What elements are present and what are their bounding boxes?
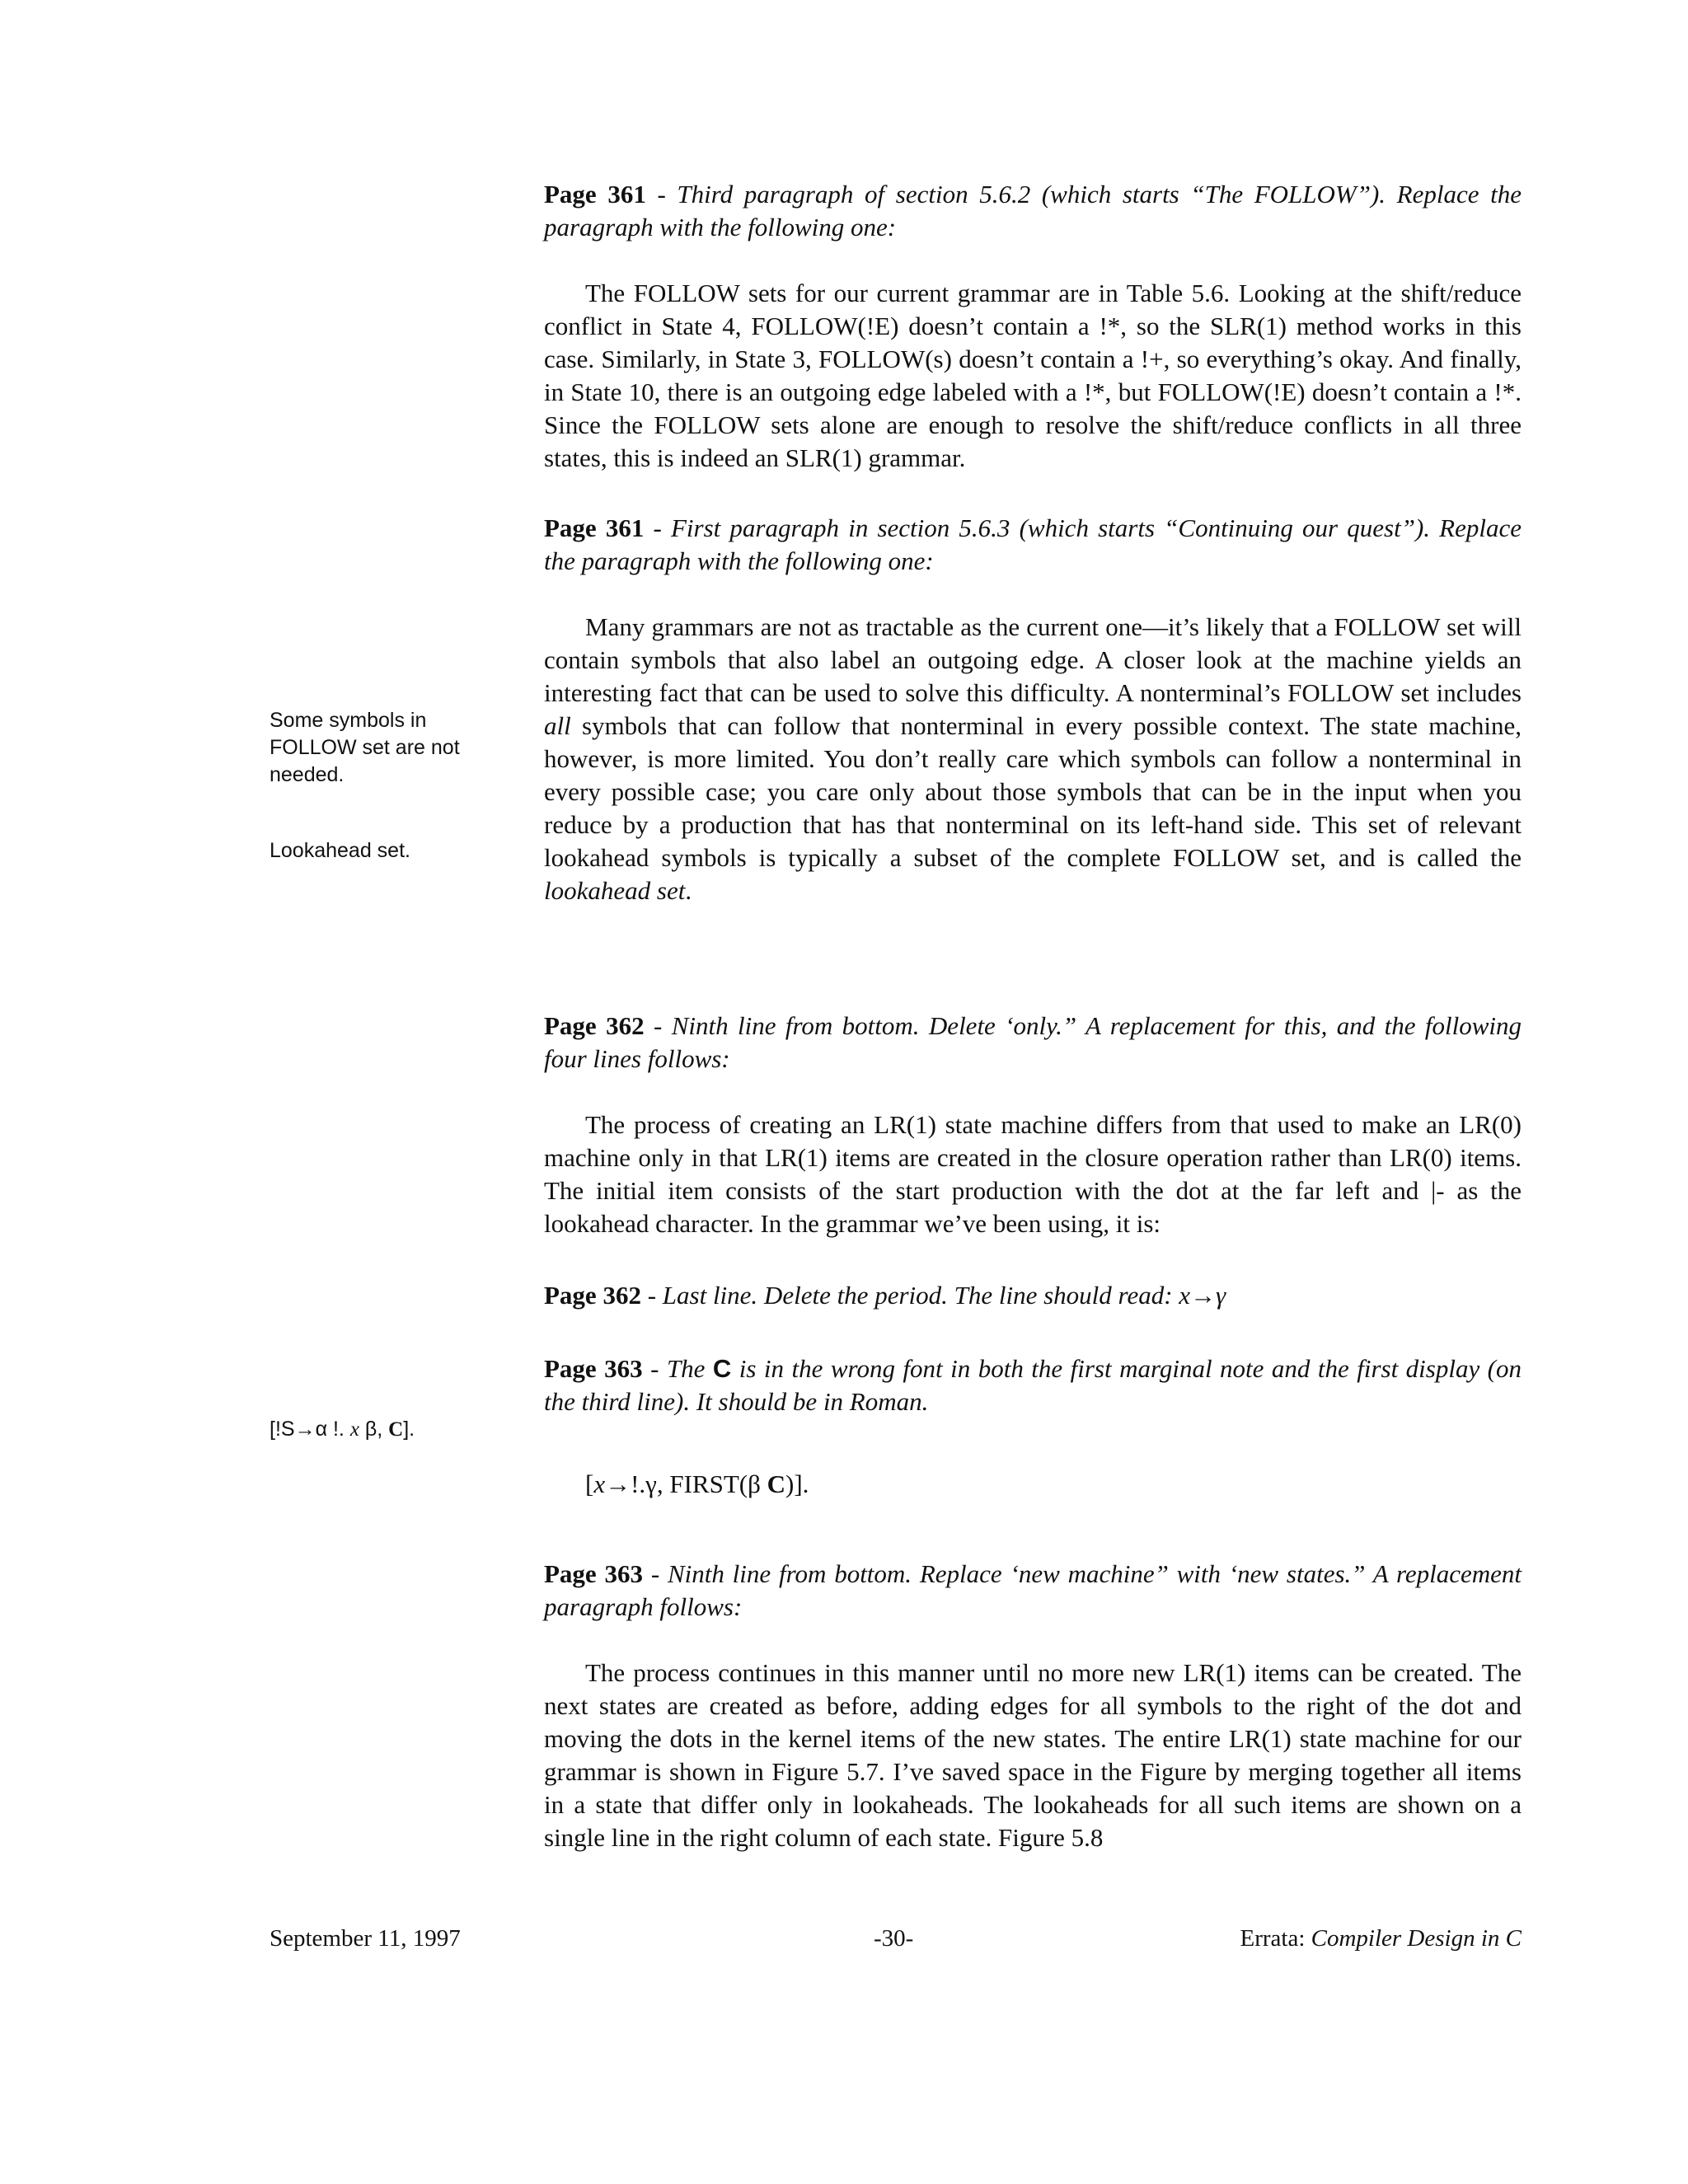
paragraph-process-continues: The process continues in this manner until no more new LR(1) items can be created. The next states are created as before, adding edges for all symbols to the right of the dot and moving the dots in the kernel items of the new states. The entire LR(1) state machine for our grammar is shown in Figure 5.7. I’ve saved space in the Figure by merging together all items in a state that differ only in lookaheads. The lookaheads for all such items are shown on a single line in the right column of each state. Figure 5.8: [544, 1658, 1522, 1852]
instruction: Ninth line from bottom. Replace ‘new machine” with ‘new states.” A replacement paragraph follows:: [544, 1559, 1522, 1621]
margin-note-item-display: [270, 1416, 488, 1443]
instruction: First paragraph in section 5.6.3 (which starts “Continuing our quest”). Replace the paragraph with the following one:: [544, 513, 1522, 575]
instruction: [544, 1354, 1522, 1416]
text-run: )].: [785, 1469, 809, 1498]
symbol-c: C: [712, 1354, 732, 1383]
separator: -: [642, 1354, 667, 1383]
text-run: symbols that can follow that nonterminal in every possible context. The state machine, however, is more limited. You don’t really care which symbols can follow a nonterminal in every possible case; you care only about those symbols that can be in the input when you reduce by a production that has that nonterminal on its left-hand side. This set of relevant lookahead symbols is typically a subset of the complete FOLLOW set, and is called the: [544, 711, 1522, 872]
page-reference: Page 362: [544, 1011, 645, 1040]
instruction: Ninth line from bottom. Delete ‘only.” A replacement for this, and the following four lines follows:: [544, 1011, 1522, 1073]
symbol-c: C: [767, 1469, 786, 1498]
text-run: →!.γ, FIRST(β: [605, 1469, 767, 1498]
text-run: Errata:: [1240, 1925, 1311, 1952]
text-run: .: [685, 876, 692, 905]
paragraph-lr1-process: The process of creating an LR(1) state machine differs from that used to make an LR(0) machine only in that LR(1) items are created in the closure operation rather than LR(0) items. The initial item consists of the start production with the dot at the far left and |- as the lookahead character. In the grammar we’ve been using, it is:: [544, 1110, 1522, 1238]
emphasis-all: all: [544, 711, 571, 740]
separator: -: [644, 1011, 672, 1040]
symbol-x: x: [349, 1418, 359, 1441]
margin-note-follow-not-needed: Some symbols in FOLLOW set are not needed.: [270, 709, 460, 786]
term-lookahead-set: lookahead set: [544, 876, 686, 905]
page-reference: Page 363: [544, 1354, 643, 1383]
page-reference: Page 362: [544, 1281, 641, 1310]
book-title: Compiler Design in C: [1311, 1925, 1522, 1952]
text-run: ].: [403, 1418, 415, 1441]
footer-page-number: -30-: [874, 1925, 914, 1952]
footer-date: September 11, 1997: [270, 1925, 461, 1952]
errata-entry-1: [544, 178, 1522, 244]
paragraph-follow-sets: The FOLLOW sets for our current grammar are in Table 5.6. Looking at the shift/reduce conflict in State 4, FOLLOW(!E) doesn’t contain a !*, so the SLR(1) method works in this case. Similarly, in State 3, FOLLOW(s) doesn’t contain a !+, so everything’s okay. And finally, in State 10, there is an outgoing edge labeled with a !*, but FOLLOW(!E) doesn’t contain a !*. Since the FOLLOW sets alone are enough to resolve the shift/reduce conflicts in all three states, this is indeed an SLR(1) grammar.: [544, 279, 1522, 472]
page-reference: Page 361: [544, 180, 646, 209]
display-item: [585, 1468, 809, 1501]
separator: -: [645, 180, 678, 209]
errata-entry-3: [544, 1010, 1522, 1076]
page-reference: Page 361: [544, 513, 645, 542]
margin-note-lookahead-set: Lookahead set.: [270, 839, 410, 862]
instruction: Third paragraph of section 5.6.2 (which starts “The FOLLOW”). Replace the paragraph with the following one:: [544, 180, 1522, 241]
separator: -: [643, 1559, 668, 1588]
text-run: [!S→α !.: [270, 1418, 350, 1441]
text-run: β,: [359, 1418, 389, 1441]
symbol-x: x: [593, 1469, 606, 1498]
errata-entry-6: [544, 1558, 1522, 1624]
errata-entry-5: [544, 1352, 1522, 1418]
errata-entry-4: [544, 1279, 1522, 1312]
text-run: The: [666, 1354, 713, 1383]
instruction: Last line. Delete the period. The line should read: x→γ: [662, 1281, 1226, 1310]
separator: -: [640, 1281, 663, 1310]
separator: -: [644, 513, 671, 542]
footer-title: [1240, 1924, 1522, 1953]
text-run: is in the wrong font in both the first marginal note and the first display (on the third line). It should be in Roman.: [544, 1354, 1522, 1416]
page-reference: Page 363: [544, 1559, 644, 1588]
paragraph-many-grammars: [544, 611, 1522, 907]
symbol-c: C: [388, 1418, 404, 1441]
text-run: [: [585, 1469, 594, 1498]
errata-entry-2: [544, 512, 1522, 578]
text-run: Many grammars are not as tractable as the current one—it’s likely that a FOLLOW set will contain symbols that also label an outgoing edge. A closer look at the machine yields an interesting fact that can be used to solve this difficulty. A nonterminal’s FOLLOW set includes: [544, 612, 1522, 707]
